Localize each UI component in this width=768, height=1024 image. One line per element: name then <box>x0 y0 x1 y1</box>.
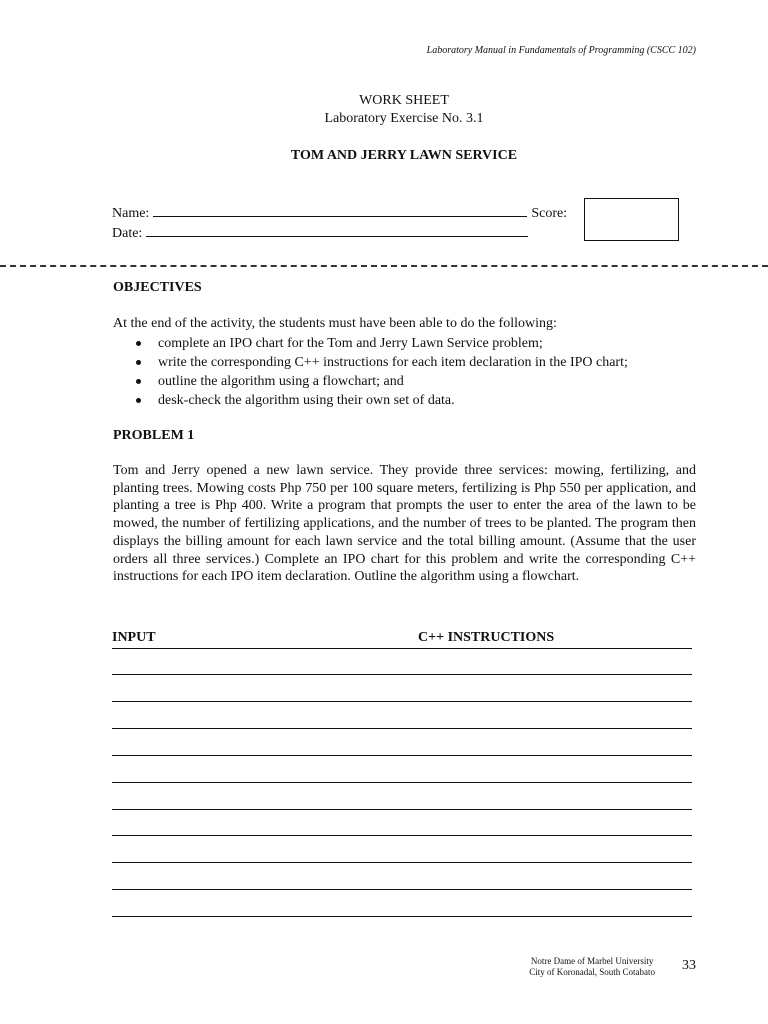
worksheet-title: WORK SHEET <box>359 93 449 108</box>
input-column-header: INPUT <box>112 630 156 645</box>
answer-line[interactable] <box>112 728 692 729</box>
cpp-column-header: C++ INSTRUCTIONS <box>418 630 555 645</box>
answer-line[interactable] <box>112 782 692 783</box>
cut-line <box>0 265 768 267</box>
manual-title: Laboratory Manual in Fundamentals of Programming (CSCC 102) <box>426 45 696 56</box>
problem-text: Tom and Jerry opened a new lawn service. They provide three services: mowing, fertilizing, and planting trees. Mowing costs Php 750 per 100 square meters, fertilizing is Php 550 per application, and planting a tree is Php 400. Write a program that prompts the user to enter the area of the lawn to be mowed, the number of fertilizing applications, and the number of trees to be planted. The program then displays the billing amount for each lawn service and the total billing amount. (Assume that the user orders all three services.) Complete an IPO chart for this problem and write the corresponding C++ instructions for each IPO item declaration. Outline the algorithm using a flowchart. <box>113 463 696 585</box>
answer-line[interactable] <box>112 835 692 836</box>
exercise-number: Laboratory Exercise No. 3.1 <box>324 111 484 126</box>
date-label: Date: <box>112 226 143 241</box>
page-number: 33 <box>682 958 696 973</box>
footer-institution <box>529 956 655 978</box>
problem-heading: PROBLEM 1 <box>113 428 195 443</box>
answer-line[interactable] <box>112 809 692 810</box>
answer-line[interactable] <box>112 755 692 756</box>
answer-line[interactable] <box>112 889 692 890</box>
problem-title: TOM AND JERRY LAWN SERVICE <box>290 148 518 163</box>
name-row <box>112 204 567 222</box>
name-label: Name: <box>112 206 150 221</box>
objectives-intro: At the end of the activity, the students must have been able to do the following: <box>113 316 557 331</box>
date-row <box>112 224 528 242</box>
answer-line[interactable] <box>112 916 692 917</box>
answer-line[interactable] <box>112 674 692 675</box>
list-item: complete an IPO chart for the Tom and Jerry Lawn Service problem; <box>136 334 628 353</box>
objectives-heading: OBJECTIVES <box>113 280 202 295</box>
institution-location: City of Koronadal, South Cotabato <box>529 967 655 977</box>
institution-name: Notre Dame of Marbel University <box>530 956 654 966</box>
list-item: outline the algorithm using a flowchart; and <box>136 372 628 391</box>
objectives-list <box>136 334 628 410</box>
score-label: Score: <box>531 206 568 221</box>
ipo-table-header <box>112 630 692 649</box>
name-field[interactable] <box>153 204 527 217</box>
score-box[interactable] <box>584 198 679 241</box>
list-item: write the corresponding C++ instructions for each item declaration in the IPO chart; <box>136 353 628 372</box>
answer-line[interactable] <box>112 701 692 702</box>
answer-line[interactable] <box>112 862 692 863</box>
list-item: desk-check the algorithm using their own set of data. <box>136 391 628 410</box>
date-field[interactable] <box>146 224 528 237</box>
